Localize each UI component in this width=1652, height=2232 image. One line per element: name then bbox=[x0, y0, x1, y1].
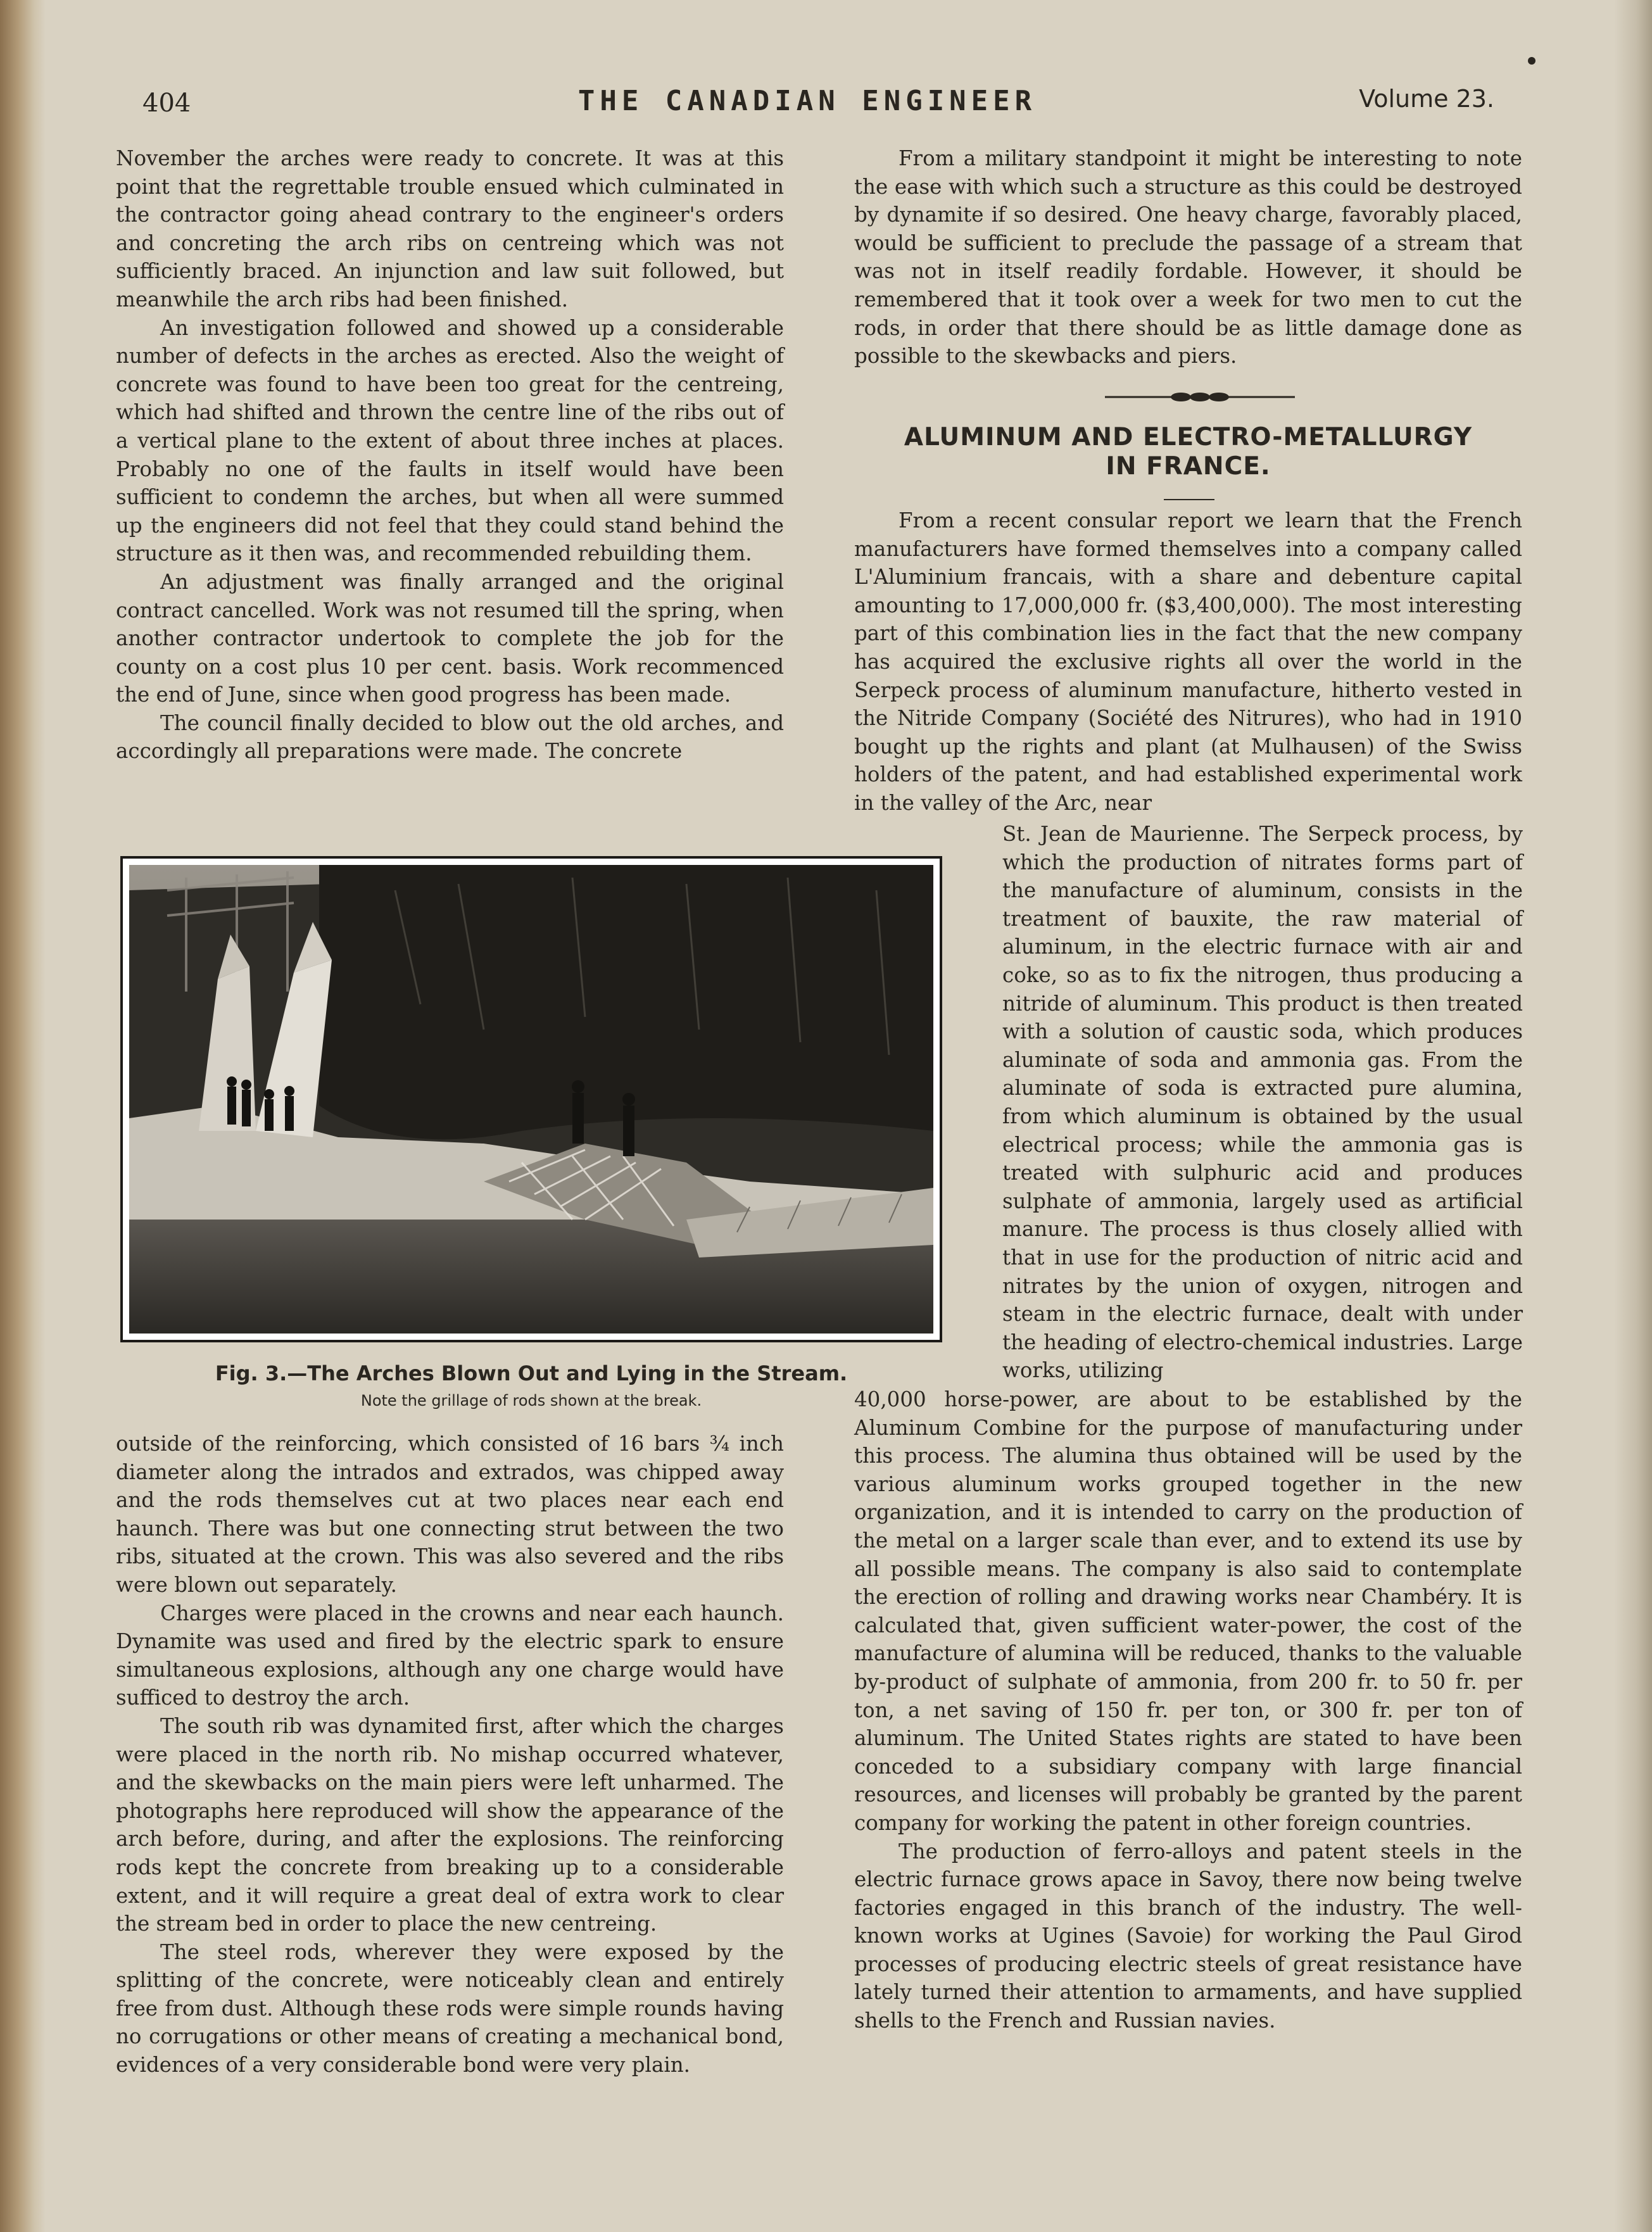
paragraph: Charges were placed in the crowns and near each haunch. Dynamite was used and fired by the electric spark to ensure simultaneous explosions, although any one charge would have sufficed to destroy the arch. bbox=[116, 1601, 784, 1710]
journal-title: THE CANADIAN ENGINEER bbox=[577, 85, 1037, 117]
figure-photo-frame bbox=[120, 856, 942, 1342]
volume-label: Volume 23. bbox=[1359, 85, 1494, 113]
paragraph: The production of ferro-alloys and patent steels in the electric furnace grows apace in Savoy, there now being twelve factories engaged in this branch of the industry. The well-known works at Ugines (Savoie) for working the Paul Girod processes of producing electric steels of great resistance have lately turned their attention to armaments, and have supplied shells to the French and Russian navies. bbox=[854, 1839, 1522, 2033]
paragraph: The steel rods, wherever they were exposed by the splitting of the concrete, were noticeably clean and entirely free from dust. Although these rods were simple rounds having no corrugations or other means of creating a mechanical bond, evidences of a very considerable bond were very plain. bbox=[116, 1939, 784, 2078]
paragraph: outside of the reinforcing, which consisted of 16 bars ¾ inch diameter along the intrados and extrados, was chipped away and the rods themselves cut at two places near each end haunch. There was but one connecting strut between the two ribs, situated at the crown. This was also severed and the ribs were blown out separately. bbox=[116, 1432, 784, 1597]
section-ornament bbox=[1105, 391, 1295, 403]
page-number: 404 bbox=[142, 89, 191, 118]
margin-dot bbox=[1528, 57, 1535, 65]
right-column-bottom bbox=[854, 1385, 1522, 2035]
title-rule bbox=[1164, 499, 1214, 500]
page-header bbox=[120, 81, 1494, 119]
paragraph: An investigation followed and showed up a considerable number of defects in the arches as erected. Also the weight of concrete was found to have been too great for the centreing, which had shifted and thrown the centre line of the ribs out of a vertical plane to the extent of about three inches at places. Probably no one of the faults in itself would have been sufficient to condemn the arches, but when all were summed up the engineers did not feel that they could stand behind the structure as it then was, and recommended rebuilding them. bbox=[116, 315, 784, 566]
page-edge bbox=[1614, 0, 1652, 2232]
paragraph: The council finally decided to blow out the old arches, and accordingly all preparations were made. The concrete bbox=[116, 710, 784, 764]
right-column-narrow bbox=[1002, 820, 1523, 1385]
paragraph: 40,000 horse-power, are about to be established by the Aluminum Combine for the purpose of manufacturing under this process. The alumina thus obtained will be used by the various aluminum works grouped together in the new organization, and it is intended to carry on the production of the metal on a larger scale than ever, and to extend its use by all possible means. The company is also said to contemplate the erection of rolling and drawing works near Chambéry. It is calculated that, given sufficient water-power, the cost of the manufacture of alumina will be reduced, thanks to the valuable by-product of sulphate of ammonia, from 200 fr. to 50 fr. per ton, a net saving of 150 fr. per ton, or 300 fr. per ton of aluminum. The United States rights are stated to have been conceded to a subsidiary company with large financial resources, and licenses will probably be granted by the parent company for working the patent in other foreign countries. bbox=[854, 1387, 1522, 1835]
paragraph: From a military standpoint it might be interesting to note the ease with which such a structure as this could be destroyed by dynamite if so desired. One heavy charge, favorably placed, would be sufficient to preclude the passage of a stream that was not in itself readily fordable. However, it should be remembered that it took over a week for two men to cut the rods, in order that there should be as little damage done as possible to the skewbacks and piers. bbox=[854, 146, 1522, 369]
left-column-bottom bbox=[116, 1430, 784, 2079]
right-column-top bbox=[854, 144, 1522, 370]
paragraph: St. Jean de Maurienne. The Serpeck process, by which the production of nitrates forms part of the manufacture of aluminum, consists in the treatment of bauxite, the raw material of aluminum, in the electric furnace with air and coke, so as to fix the nitrogen, thus producing a nitride of aluminum. This product is then treated with a solution of caustic soda, which produces aluminate of soda and ammonia gas. From the aluminate of soda is extracted pure alumina, from which aluminum is obtained by the usual electrical process; while the ammonia gas is treated with sulphuric acid and produces sulphate of ammonia, largely used as artificial manure. The process is thus closely allied with that in use for the production of nitric acid and nitrates by the union of oxygen, nitrogen and steam in the electric furnace, dealt with under the heading of electro-chemical industries. Large works, utilizing bbox=[1002, 822, 1523, 1383]
left-column-top bbox=[116, 144, 784, 766]
paragraph: From a recent consular report we learn that the French manufacturers have formed themselves into a company called L'Aluminium francais, with a share and debenture capital amounting to 17,000,000 fr. ($3,400,000). The most interesting part of this combination lies in the fact that the new company has acquired the exclusive rights all over the world in the Serpeck process of aluminum manufacture, hitherto vested in the Nitride Company (Société des Nitrures), who had in 1910 bought up the rights and plant (at Mulhausen) of the Swiss holders of the patent, and had established experimental work in the valley of the Arc, near bbox=[854, 508, 1522, 815]
section-title bbox=[854, 423, 1522, 481]
photo-blown-arches bbox=[129, 865, 933, 1334]
figure-note: Note the grillage of rods shown at the break. bbox=[360, 1392, 702, 1409]
paragraph: November the arches were ready to concrete. It was at this point that the regrettable trouble ensued which culminated in the contractor going ahead contrary to the engineer's orders and concreting the arch ribs on centreing which was not sufficiently braced. An injunction and law suit followed, but meanwhile the arch ribs had been finished. bbox=[116, 146, 784, 312]
paragraph: The south rib was dynamited first, after which the charges were placed in the north rib. No mishap occurred whatever, and the skewbacks on the main piers were left unharmed. The photographs here reproduced will show the appearance of the arch before, during, and after the explosions. The reinforcing rods kept the concrete from breaking up to a considerable extent, and it will require a great deal of extra work to clear the stream bed in order to place the new centreing. bbox=[116, 1713, 784, 1936]
book-binding bbox=[0, 0, 46, 2232]
section-title-line2: IN FRANCE. bbox=[1106, 452, 1271, 481]
figure-caption: Fig. 3.—The Arches Blown Out and Lying in the Stream. bbox=[215, 1361, 848, 1385]
right-column-mid bbox=[854, 507, 1522, 817]
paragraph: An adjustment was finally arranged and the original contract cancelled. Work was not resumed till the spring, when another contractor undertook to complete the job for the county on a cost plus 10 per cent. basis. Work recommenced the end of June, since when good progress has been made. bbox=[116, 569, 784, 707]
section-title-line1: ALUMINUM AND ELECTRO-METALLURGY bbox=[904, 423, 1473, 451]
